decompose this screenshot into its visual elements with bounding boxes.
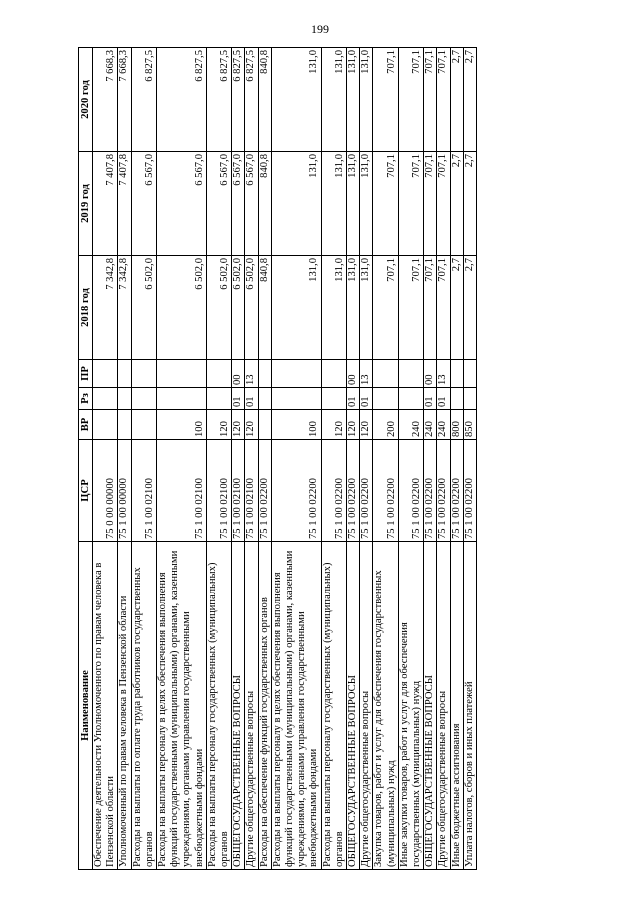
row-2018: 7 342,8 xyxy=(93,256,118,360)
row-pr xyxy=(271,360,321,388)
row-rz xyxy=(373,388,398,410)
row-2019: 131,0 xyxy=(321,152,346,256)
row-2018: 131,0 xyxy=(271,256,321,360)
row-pr xyxy=(321,360,346,388)
row-csr: 75 1 00 02100 xyxy=(245,440,258,542)
row-csr: 75 1 00 02200 xyxy=(463,440,476,542)
table-row xyxy=(450,48,463,870)
row-2020: 6 827,5 xyxy=(131,48,156,152)
row-vr: 240 xyxy=(424,410,437,440)
row-pr xyxy=(258,360,271,388)
row-name: Другие общегосударственные вопросы xyxy=(437,542,450,870)
row-csr: 75 0 00 00000 xyxy=(93,440,118,542)
row-2018: 131,0 xyxy=(347,256,360,360)
table-header-row xyxy=(79,48,93,870)
row-2019: 707,1 xyxy=(424,152,437,256)
row-name: Уплата налогов, сборов и иных платежей xyxy=(463,542,476,870)
row-rz xyxy=(206,388,231,410)
row-csr: 75 1 00 02200 xyxy=(424,440,437,542)
row-2019: 7 407,8 xyxy=(118,152,131,256)
row-name: Другие общегосударственные вопросы xyxy=(245,542,258,870)
row-2019: 6 567,0 xyxy=(131,152,156,256)
table-row xyxy=(93,48,118,870)
row-vr: 120 xyxy=(360,410,373,440)
row-vr: 240 xyxy=(437,410,450,440)
row-2018: 707,1 xyxy=(373,256,398,360)
row-rz: 01 xyxy=(424,388,437,410)
row-2019: 6 567,0 xyxy=(232,152,245,256)
row-pr: 00 xyxy=(347,360,360,388)
row-vr: 120 xyxy=(206,410,231,440)
row-pr xyxy=(373,360,398,388)
row-2019: 6 567,0 xyxy=(245,152,258,256)
row-2020: 131,0 xyxy=(360,48,373,152)
row-csr: 75 1 00 02100 xyxy=(206,440,231,542)
row-2019: 6 567,0 xyxy=(157,152,207,256)
row-vr: 100 xyxy=(157,410,207,440)
table-row xyxy=(347,48,360,870)
header-vr: ВР xyxy=(79,410,93,440)
row-rz: 01 xyxy=(360,388,373,410)
row-rz xyxy=(118,388,131,410)
row-2020: 707,1 xyxy=(424,48,437,152)
rotated-table-wrapper xyxy=(78,48,568,870)
row-2020: 6 827,5 xyxy=(206,48,231,152)
row-rz xyxy=(157,388,207,410)
row-2019: 6 567,0 xyxy=(206,152,231,256)
row-2019: 707,1 xyxy=(398,152,423,256)
row-rz: 01 xyxy=(347,388,360,410)
table-body xyxy=(93,48,477,870)
row-rz: 01 xyxy=(437,388,450,410)
table-row xyxy=(118,48,131,870)
row-rz xyxy=(463,388,476,410)
row-2018: 707,1 xyxy=(437,256,450,360)
table-row xyxy=(463,48,476,870)
row-pr: 13 xyxy=(437,360,450,388)
row-2020: 2,7 xyxy=(463,48,476,152)
row-name: Другие общегосударственные вопросы xyxy=(360,542,373,870)
row-2019: 2,7 xyxy=(450,152,463,256)
row-2019: 707,1 xyxy=(373,152,398,256)
row-2018: 131,0 xyxy=(360,256,373,360)
row-pr: 13 xyxy=(360,360,373,388)
row-name: Закупка товаров, работ и услуг для обеспечения государственных (муниципальных) нужд xyxy=(373,542,398,870)
row-csr: 75 1 00 02100 xyxy=(157,440,207,542)
row-rz xyxy=(131,388,156,410)
row-name: Расходы на выплаты персоналу в целях обеспечения выполнения функций государственными (муниципальными) органами, казенными учреждениями, органами управления государственными внебюджетными фондами xyxy=(271,542,321,870)
row-2018: 6 502,0 xyxy=(245,256,258,360)
table-row xyxy=(437,48,450,870)
row-vr xyxy=(118,410,131,440)
row-csr: 75 1 00 02200 xyxy=(321,440,346,542)
row-rz: 01 xyxy=(232,388,245,410)
row-vr: 200 xyxy=(373,410,398,440)
row-vr: 800 xyxy=(450,410,463,440)
row-2018: 2,7 xyxy=(463,256,476,360)
row-vr: 120 xyxy=(321,410,346,440)
row-2020: 840,8 xyxy=(258,48,271,152)
row-pr xyxy=(463,360,476,388)
row-rz xyxy=(93,388,118,410)
table-row xyxy=(398,48,423,870)
row-pr xyxy=(206,360,231,388)
row-name: Расходы на выплаты персоналу государственных (муниципальных) органов xyxy=(206,542,231,870)
row-rz xyxy=(271,388,321,410)
row-csr: 75 1 00 00000 xyxy=(118,440,131,542)
header-pr: ПР xyxy=(79,360,93,388)
table-row xyxy=(321,48,346,870)
row-pr xyxy=(93,360,118,388)
row-vr: 120 xyxy=(347,410,360,440)
row-2020: 131,0 xyxy=(347,48,360,152)
table-row xyxy=(157,48,207,870)
table-row xyxy=(232,48,245,870)
row-vr: 240 xyxy=(398,410,423,440)
row-2018: 6 502,0 xyxy=(206,256,231,360)
row-2020: 707,1 xyxy=(398,48,423,152)
row-csr: 75 1 00 02200 xyxy=(258,440,271,542)
row-2018: 840,8 xyxy=(258,256,271,360)
table-row xyxy=(131,48,156,870)
row-2020: 131,0 xyxy=(321,48,346,152)
row-pr: 00 xyxy=(424,360,437,388)
row-vr: 100 xyxy=(271,410,321,440)
row-name: ОБЩЕГОСУДАРСТВЕННЫЕ ВОПРОСЫ xyxy=(232,542,245,870)
row-csr: 75 1 00 02100 xyxy=(232,440,245,542)
row-2019: 840,8 xyxy=(258,152,271,256)
row-2020: 707,1 xyxy=(373,48,398,152)
row-csr: 75 1 00 02200 xyxy=(373,440,398,542)
row-name: Обеспечение деятельности Уполномоченного по правам человека в Пензенской области xyxy=(93,542,118,870)
row-csr: 75 1 00 02200 xyxy=(437,440,450,542)
row-name: Расходы на обеспечение функций государственных органов xyxy=(258,542,271,870)
row-rz: 01 xyxy=(245,388,258,410)
row-csr: 75 1 00 02200 xyxy=(398,440,423,542)
table-row xyxy=(424,48,437,870)
budget-table xyxy=(78,47,477,870)
row-rz xyxy=(398,388,423,410)
row-rz xyxy=(321,388,346,410)
row-vr xyxy=(93,410,118,440)
row-rz xyxy=(450,388,463,410)
table-row xyxy=(245,48,258,870)
row-2018: 7 342,8 xyxy=(118,256,131,360)
row-rz xyxy=(258,388,271,410)
header-name: Наименование xyxy=(79,542,93,870)
row-name: Иные бюджетные ассигнования xyxy=(450,542,463,870)
row-2018: 6 502,0 xyxy=(157,256,207,360)
row-name: Расходы на выплаты по оплате труда работников государственных органов xyxy=(131,542,156,870)
header-csr: ЦСР xyxy=(79,440,93,542)
row-2018: 707,1 xyxy=(398,256,423,360)
row-csr: 75 1 00 02200 xyxy=(271,440,321,542)
header-2018: 2018 год xyxy=(79,256,93,360)
row-2019: 131,0 xyxy=(271,152,321,256)
row-pr xyxy=(398,360,423,388)
row-2020: 131,0 xyxy=(271,48,321,152)
row-2020: 6 827,5 xyxy=(157,48,207,152)
row-pr xyxy=(450,360,463,388)
row-name: Уполномоченный по правам человека в Пензенской области xyxy=(118,542,131,870)
row-2020: 2,7 xyxy=(450,48,463,152)
row-2020: 707,1 xyxy=(437,48,450,152)
page-number: 199 xyxy=(311,22,329,36)
row-2018: 6 502,0 xyxy=(131,256,156,360)
table-row xyxy=(373,48,398,870)
row-2020: 6 827,5 xyxy=(245,48,258,152)
row-2019: 131,0 xyxy=(347,152,360,256)
row-csr: 75 1 00 02200 xyxy=(347,440,360,542)
row-pr xyxy=(118,360,131,388)
header-2019: 2019 год xyxy=(79,152,93,256)
row-2018: 2,7 xyxy=(450,256,463,360)
row-name: ОБЩЕГОСУДАРСТВЕННЫЕ ВОПРОСЫ xyxy=(424,542,437,870)
row-vr xyxy=(131,410,156,440)
header-2020: 2020 год xyxy=(79,48,93,152)
row-2018: 707,1 xyxy=(424,256,437,360)
row-name: ОБЩЕГОСУДАРСТВЕННЫЕ ВОПРОСЫ xyxy=(347,542,360,870)
row-2019: 707,1 xyxy=(437,152,450,256)
row-name: Иные закупки товаров, работ и услуг для обеспечения государственных (муниципальных) нужд xyxy=(398,542,423,870)
row-pr xyxy=(157,360,207,388)
row-2020: 7 668,3 xyxy=(118,48,131,152)
table-row xyxy=(258,48,271,870)
table-row xyxy=(360,48,373,870)
row-2019: 131,0 xyxy=(360,152,373,256)
row-csr: 75 1 00 02200 xyxy=(450,440,463,542)
row-2019: 2,7 xyxy=(463,152,476,256)
row-vr: 850 xyxy=(463,410,476,440)
table-row xyxy=(206,48,231,870)
header-rz: Рз xyxy=(79,388,93,410)
row-2020: 6 827,5 xyxy=(232,48,245,152)
table-row xyxy=(271,48,321,870)
row-vr: 120 xyxy=(245,410,258,440)
row-2018: 6 502,0 xyxy=(232,256,245,360)
row-csr: 75 1 00 02200 xyxy=(360,440,373,542)
row-pr xyxy=(131,360,156,388)
row-2019: 7 407,8 xyxy=(93,152,118,256)
row-2020: 7 668,3 xyxy=(93,48,118,152)
row-name: Расходы на выплаты персоналу в целях обеспечения выполнения функций государственными (муниципальными) органами, казенными учреждениями, органами управления государственными внебюджетными фондами xyxy=(157,542,207,870)
row-vr: 120 xyxy=(232,410,245,440)
row-name: Расходы на выплаты персоналу государственных (муниципальных) органов xyxy=(321,542,346,870)
row-2018: 131,0 xyxy=(321,256,346,360)
row-vr xyxy=(258,410,271,440)
row-csr: 75 1 00 02100 xyxy=(131,440,156,542)
row-pr: 00 xyxy=(232,360,245,388)
row-pr: 13 xyxy=(245,360,258,388)
